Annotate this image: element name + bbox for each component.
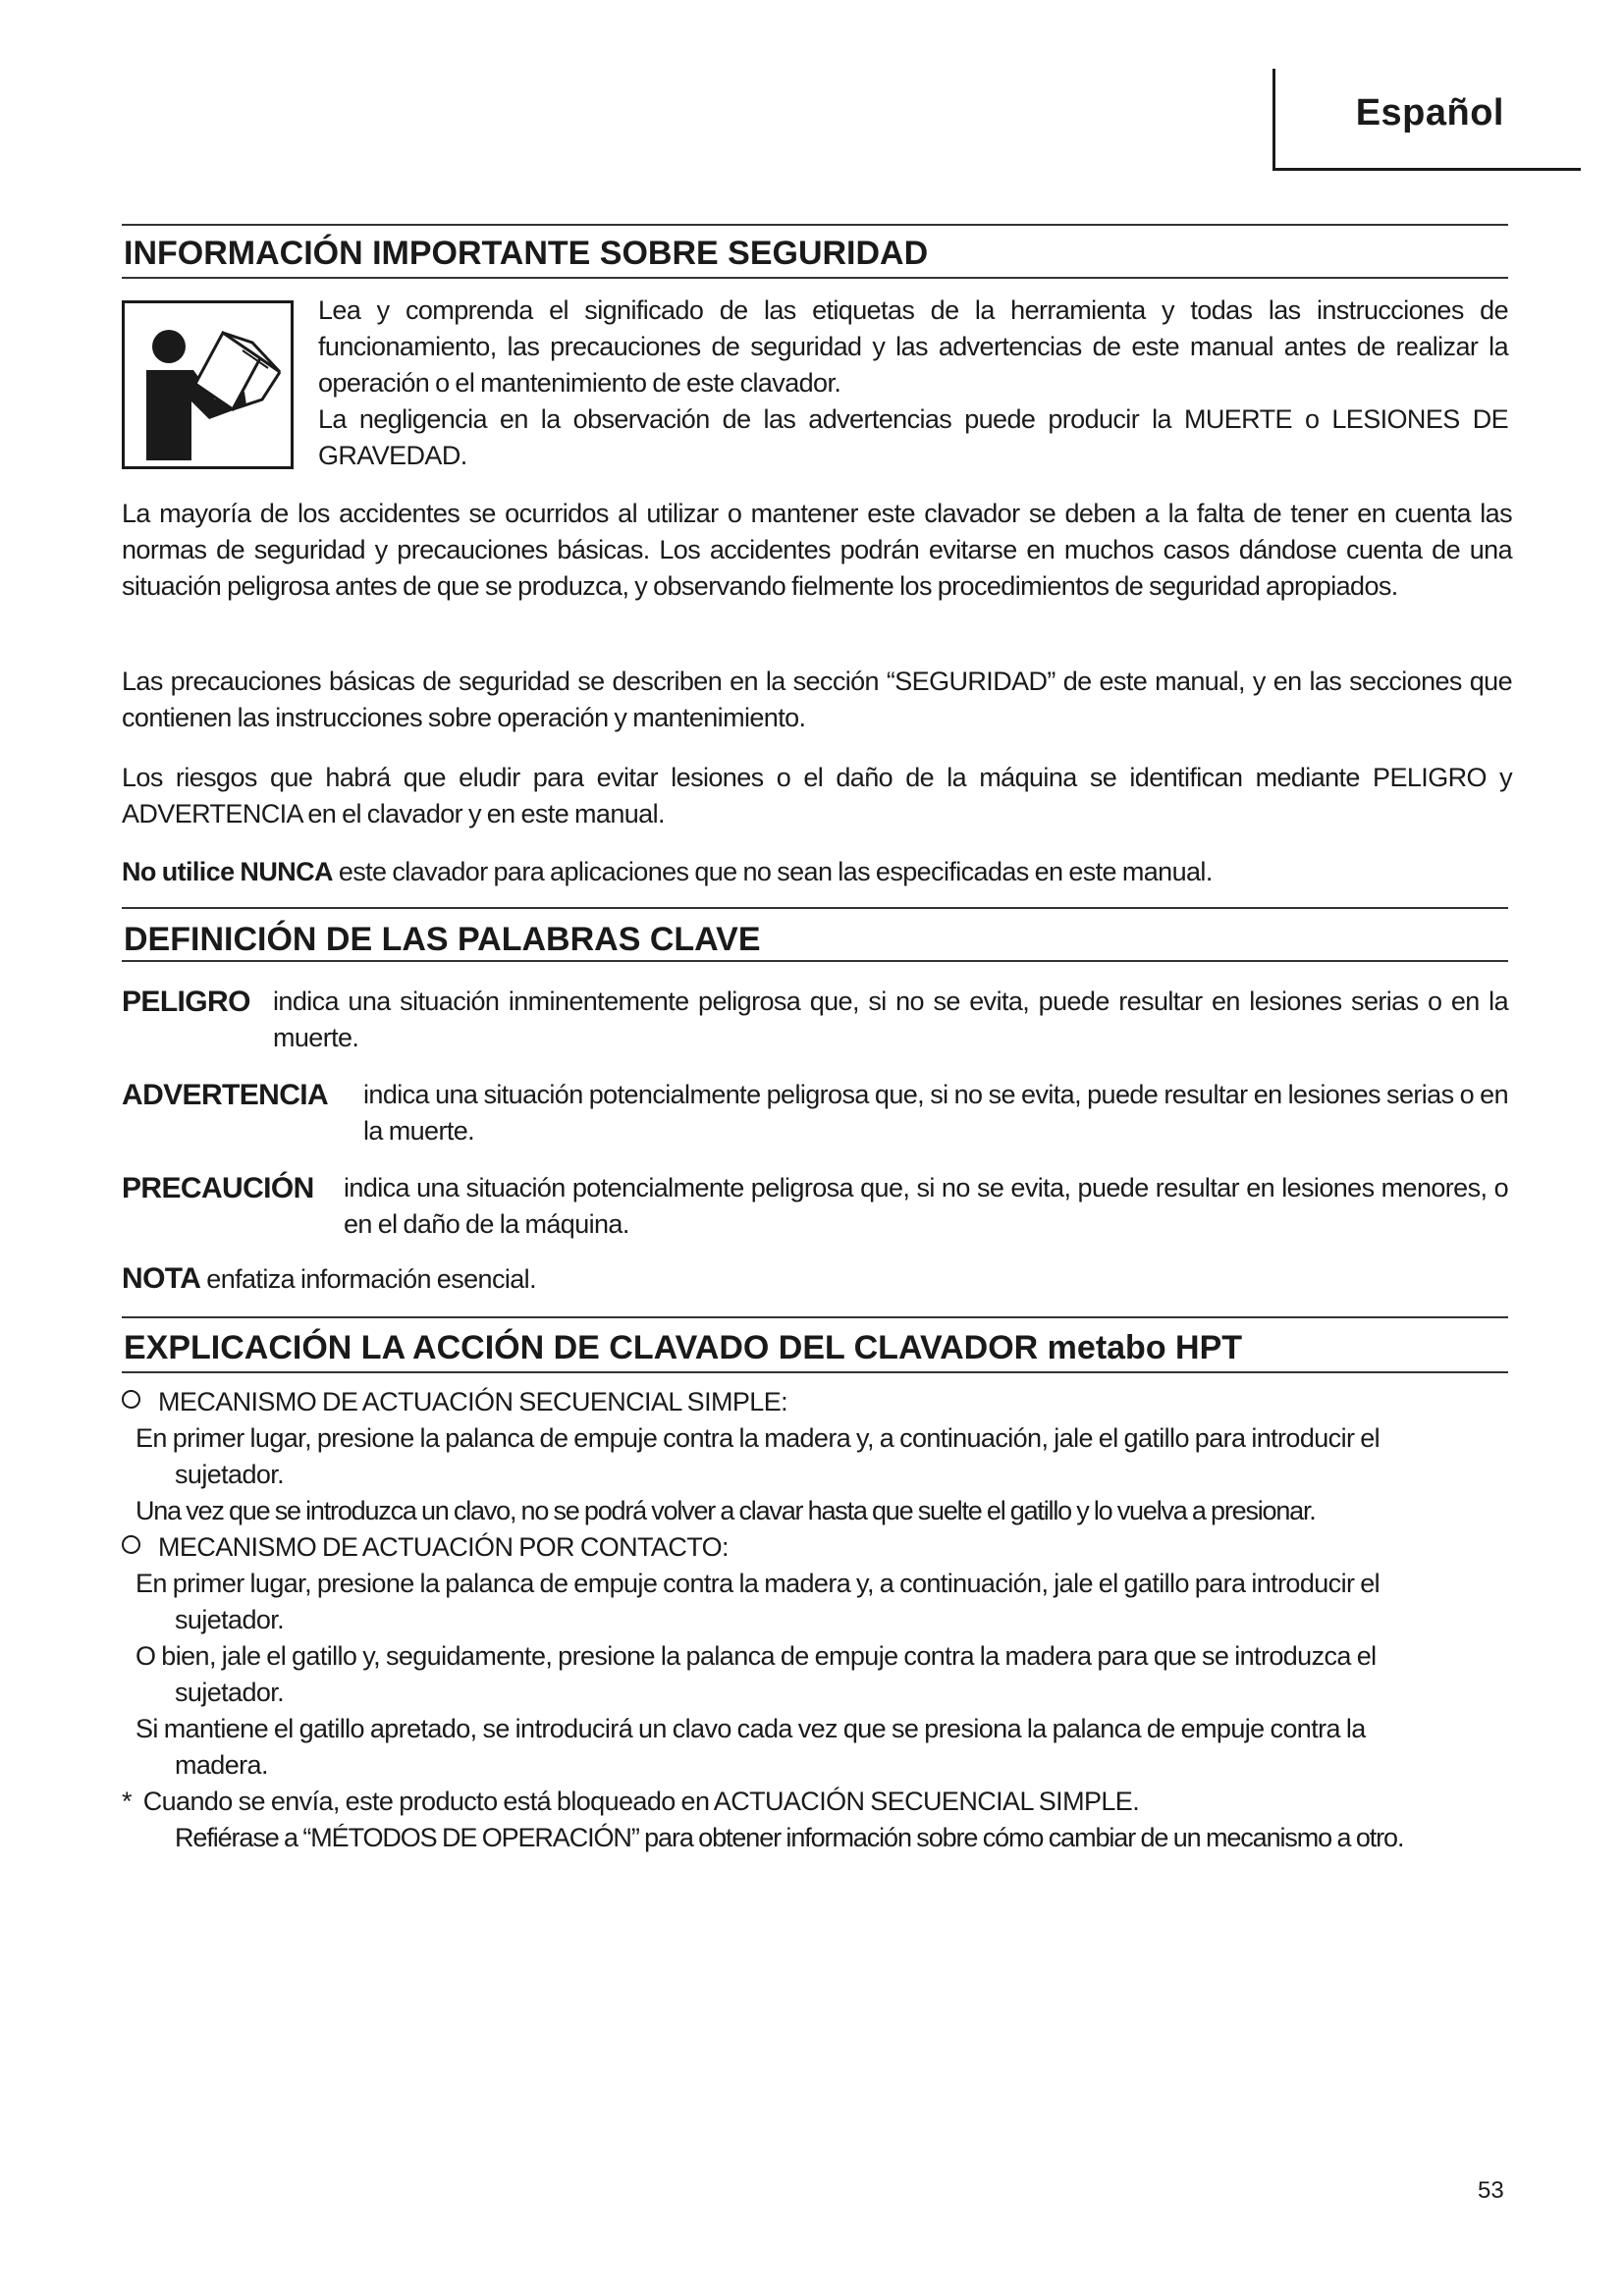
paragraph-accidents: La mayoría de los accidentes se ocurridos al utilizar o mantener este clavador se deben a la falta de tener en cuenta las normas de seguridad y precauciones básicas. Los accidentes podrán evitarse en muchos casos dándose cuenta de una situación peligrosa antes de que se produzca, y observando fielmente los procedimientos de seguridad apropiados. <box>122 499 1512 601</box>
mechanism-title-text: MECANISMO DE ACTUACIÓN POR CONTACTO: <box>158 1532 729 1562</box>
definition-text: indica una situación potencialmente peligrosa que, si no se evita, puede resultar en lesiones menores, o en el daño de la máquina. <box>344 1173 1508 1239</box>
mechanism-text-line: Si mantiene el gatillo apretado, se introducirá un clavo cada vez que se presiona la palanca de empuje contra la <box>135 1714 1366 1743</box>
circle-bullet-icon <box>122 1535 140 1554</box>
warning-paragraph: La negligencia en la observación de las advertencias puede producir la MUERTE o LESIONES DE GRAVEDAD. <box>318 404 1508 470</box>
definition-danger <box>122 984 1508 1062</box>
paragraph-precautions: Las precauciones básicas de seguridad se describen en la sección “SEGURIDAD” de este manual, y en las secciones que contienen las instrucciones sobre operación y mantenimiento. <box>122 667 1512 732</box>
mechanism-text-line: Una vez que se introduzca un clavo, no se podrá volver a clavar hasta que suelte el gatillo y lo vuelva a presionar. <box>135 1496 1316 1525</box>
mechanism-contact-title <box>122 1529 729 1566</box>
read-manual-icon <box>122 300 294 469</box>
note-text-line: Refiérase a “MÉTODOS DE OPERACIÓN” para obtener información sobre cómo cambiar de un mecanismo a otro. <box>175 1823 1404 1852</box>
mechanism-text-line: En primer lugar, presione la palanca de empuje contra la madera y, a continuación, jale el gatillo para introducir el <box>135 1569 1380 1598</box>
section-heading-nailing-action <box>122 1316 1508 1373</box>
section-heading-definitions <box>122 907 1508 962</box>
circle-bullet-icon <box>122 1390 140 1409</box>
mechanism-text-line: En primer lugar, presione la palanca de empuje contra la madera y, a continuación, jale el gatillo para introducir el <box>135 1423 1380 1453</box>
language-tab <box>1272 69 1581 171</box>
intro-text <box>318 293 1508 474</box>
definition-term: PELIGRO <box>122 986 250 1018</box>
section-title: EXPLICACIÓN LA ACCIÓN DE CLAVADO DEL CLAVADOR metabo HPT <box>124 1329 1243 1366</box>
definition-text: enfatiza información esencial. <box>206 1264 536 1294</box>
mechanism-text-line: sujetador. <box>175 1605 285 1634</box>
definition-note <box>122 1260 1508 1300</box>
note-asterisk: * <box>122 1787 132 1816</box>
section-title: INFORMACIÓN IMPORTANTE SOBRE SEGURIDAD <box>124 235 929 272</box>
mechanism-text-line: madera. <box>175 1750 268 1780</box>
definition-caution <box>122 1170 1508 1249</box>
page-number: 53 <box>1478 2177 1504 2204</box>
intro-paragraph: Lea y comprenda el significado de las etiquetas de la herramienta y todas las instrucciones de funcionamiento, las precauciones de seguridad y las advertencias de este manual antes de realizar la operación o el mantenimiento de este clavador. <box>318 295 1508 398</box>
mechanism-text-line: sujetador. <box>175 1678 285 1707</box>
note-text: Cuando se envía, este producto está bloqueado en ACTUACIÓN SECUENCIAL SIMPLE. <box>142 1787 1140 1816</box>
definition-text: indica una situación inminentemente peligrosa que, si no se evita, puede resultar en lesiones serias o en la muerte. <box>273 987 1508 1052</box>
language-label: Español <box>1355 92 1504 133</box>
paragraph-risks: Los riesgos que habrá que eludir para evitar lesiones o el daño de la máquina se identifican mediante PELIGRO y ADVERTENCIA en el clavador y en este manual. <box>122 763 1512 828</box>
paragraph-never-use <box>122 854 1512 890</box>
mechanism-text-line: sujetador. <box>175 1460 285 1489</box>
mechanism-text-line: O bien, jale el gatillo y, seguidamente, presione la palanca de empuje contra la madera para que se introduzca el <box>135 1641 1377 1671</box>
shipping-note <box>122 1784 1139 1820</box>
definition-text: indica una situación potencialmente peligrosa que, si no se evita, puede resultar en lesiones serias o en la muerte. <box>363 1080 1508 1146</box>
definition-term: NOTA <box>122 1262 201 1295</box>
section-title: DEFINICIÓN DE LAS PALABRAS CLAVE <box>124 921 761 958</box>
section-heading-safety <box>122 224 1508 279</box>
mechanism-sequential-title <box>122 1384 787 1420</box>
never-use-emphasis: No utilice NUNCA <box>122 857 333 886</box>
definition-term: PRECAUCIÓN <box>122 1172 314 1204</box>
definition-term: ADVERTENCIA <box>122 1079 329 1111</box>
definition-warning <box>122 1077 1508 1155</box>
mechanism-title-text: MECANISMO DE ACTUACIÓN SECUENCIAL SIMPLE: <box>158 1387 788 1416</box>
never-use-text: este clavador para aplicaciones que no sean las especificadas en este manual. <box>332 857 1213 886</box>
